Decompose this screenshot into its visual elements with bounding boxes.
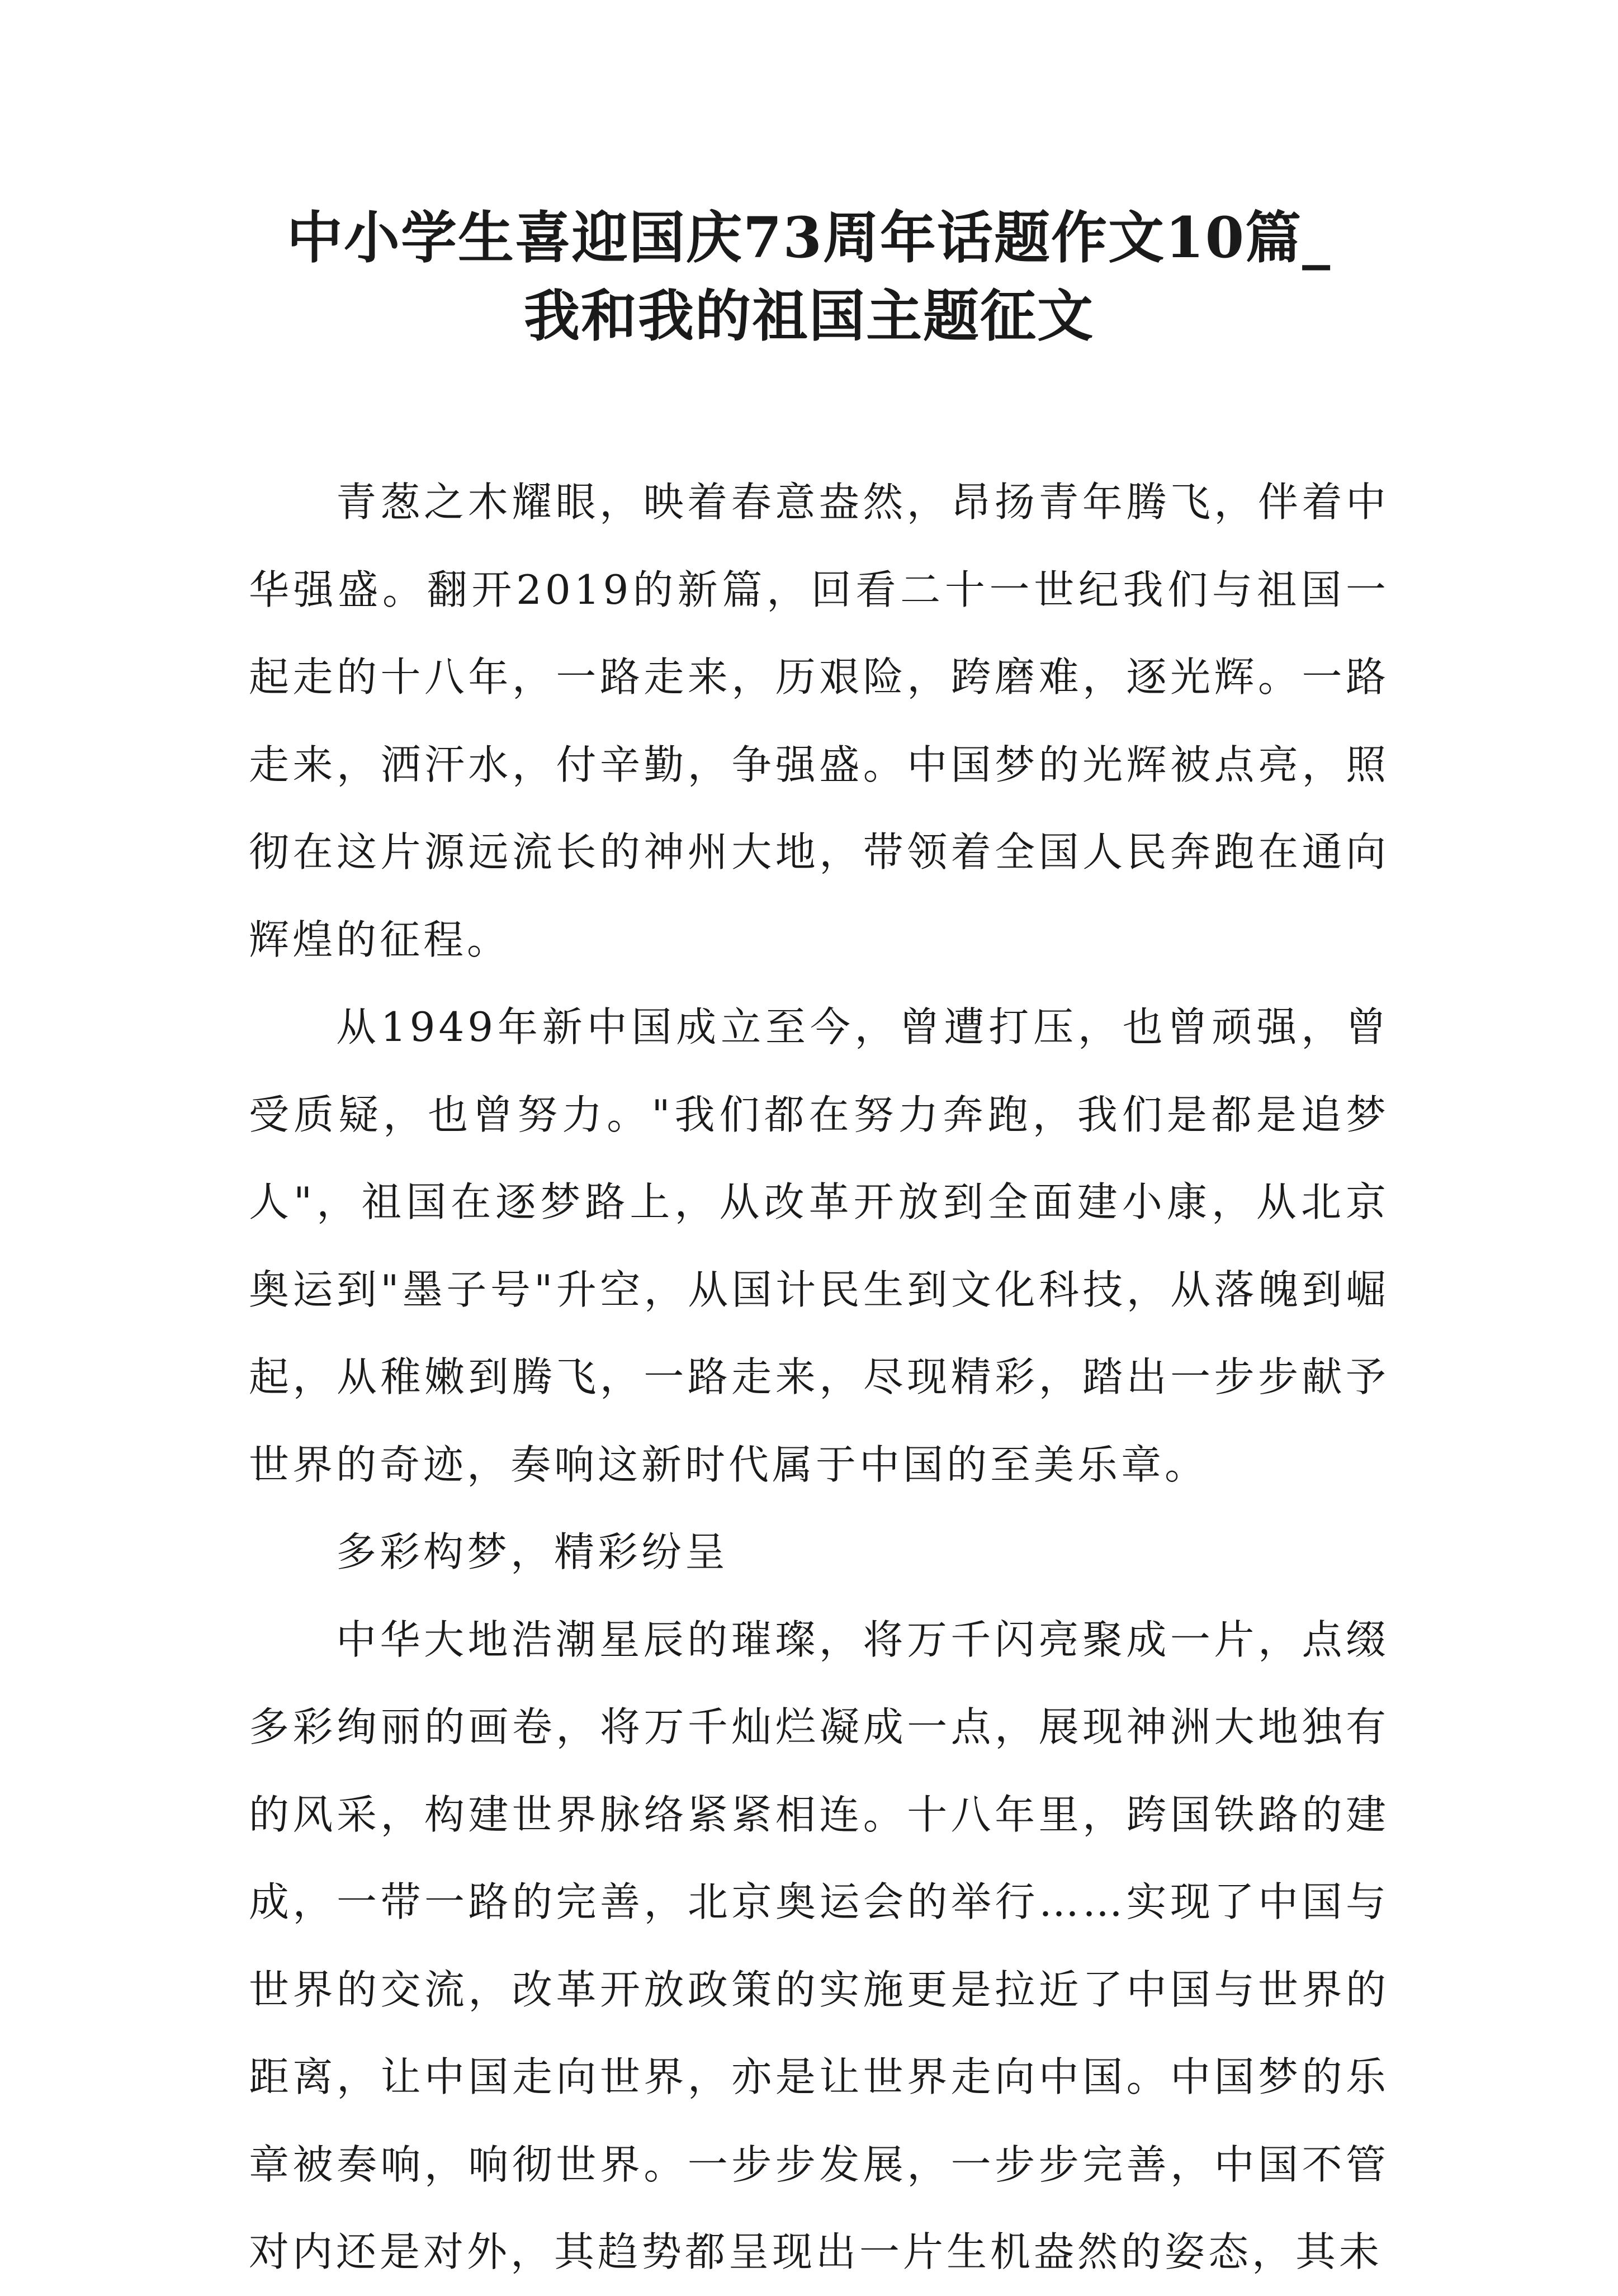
document-title: [168, 198, 1450, 355]
title-line-2: 我和我的祖国主题征文: [524, 283, 1094, 349]
paragraph: 从1949年新中国成立至今，曾遭打压，也曾顽强，曾受质疑，也曾努力。"我们都在努力奔跑，我们是都是追梦人"，祖国在逐梦路上，从改革开放到全面建小康，从北京奥运到"墨子号"升空，从国计民生到文化科技，从落魄到崛起，从稚嫩到腾飞，一路走来，尽现精彩，踏出一步步献予世界的奇迹，奏响这新时代属于中国的至美乐章。: [249, 1003, 1389, 1488]
document-body: [249, 458, 1389, 2296]
section-heading: 多彩构梦，精彩纷呈: [336, 1528, 729, 1575]
title-line-1: 中小学生喜迎国庆73周年话题作文10篇_: [286, 205, 1332, 271]
paragraph: 青葱之木耀眼，映着春意盎然，昂扬青年腾飞，伴着中华强盛。翻开2019的新篇，回看二十一世纪我们与祖国一起走的十八年，一路走来，历艰险，跨磨难，逐光辉。一路走来，洒汗水，付辛勤，争强盛。中国梦的光辉被点亮，照彻在这片源远流长的神州大地，带领着全国人民奔跑在通向辉煌的征程。: [249, 479, 1389, 963]
paragraph: 中华大地浩潮星辰的璀璨，将万千闪亮聚成一片，点缀多彩绚丽的画卷，将万千灿烂凝成一点，展现神洲大地独有的风采，构建世界脉络紧紧相连。十八年里，跨国铁路的建成，一带一路的完善，北京奥运会的举行……实现了中国与世界的交流，改革开放政策的实施更是拉近了中国与世界的距离，让中国走向世界，亦是让世界走向中国。中国梦的乐章被奏响，响彻世界。一步步发展，一步步完善，中国不管对内还是对外，其趋势都呈现出一片生机盎然的姿态，其未: [249, 1616, 1389, 2275]
